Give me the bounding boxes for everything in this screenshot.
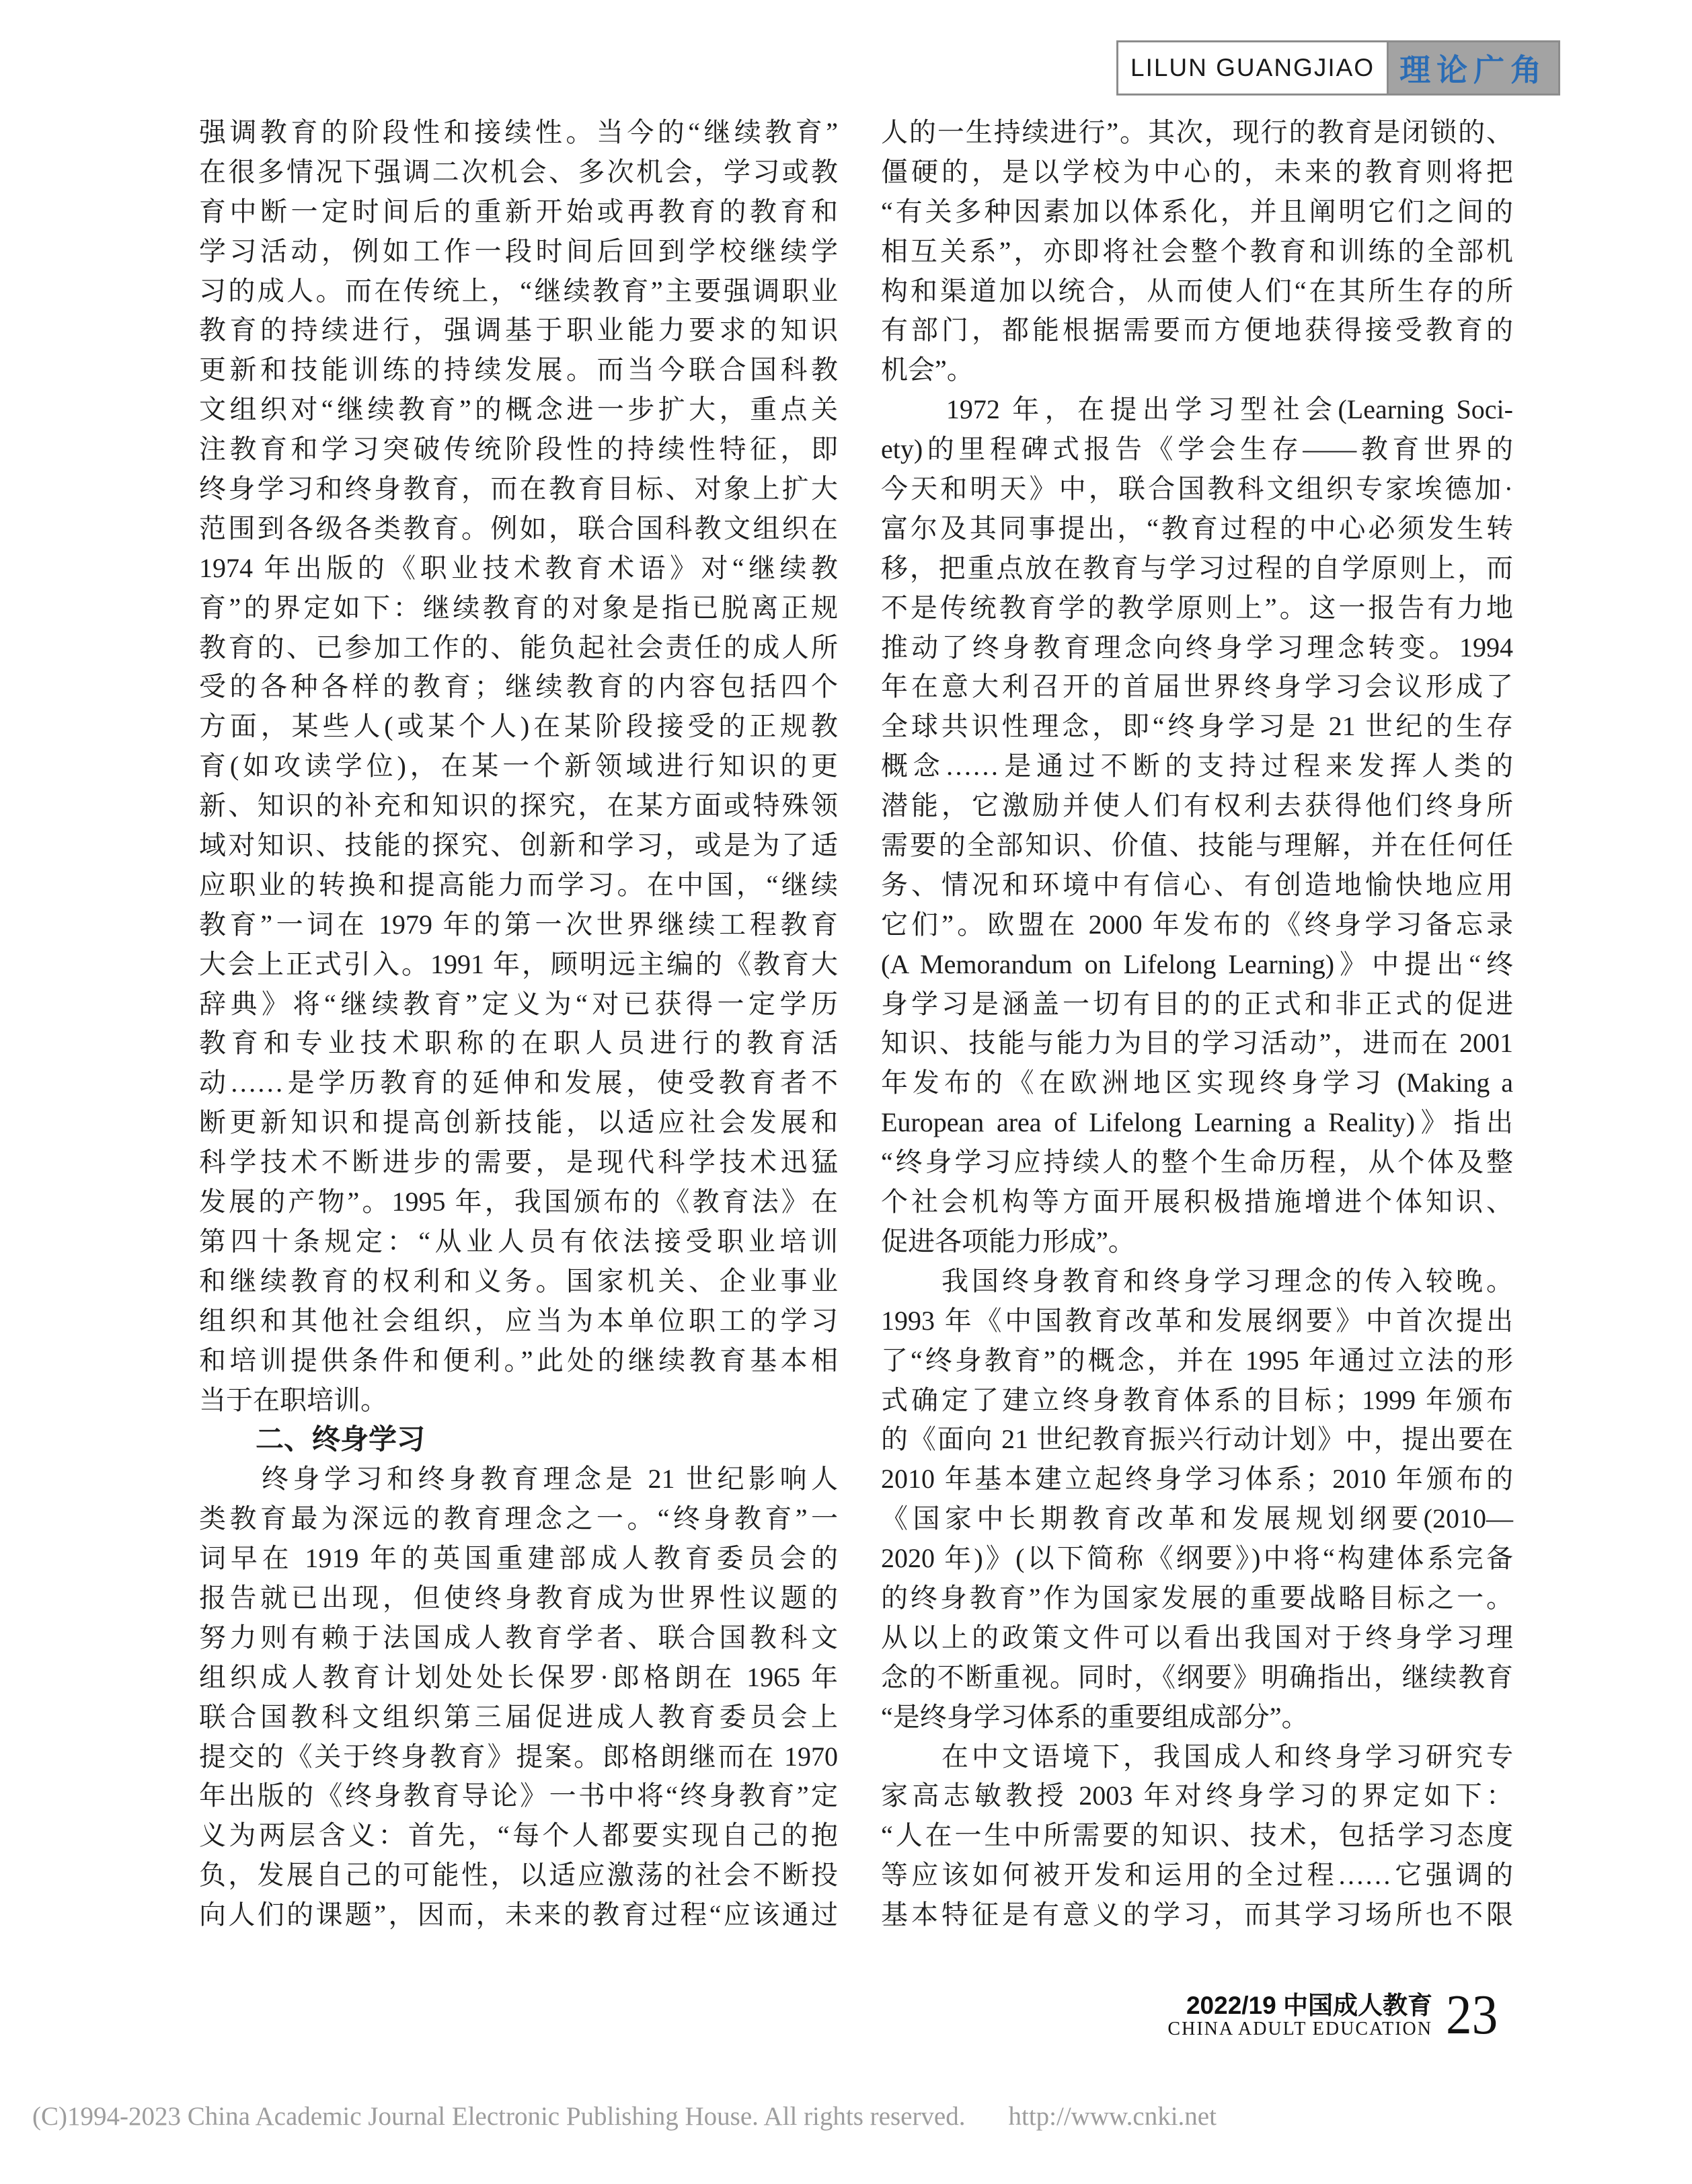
text-line: 年在意大利召开的首届世界终身学习会议形成了 xyxy=(881,671,1513,702)
text-line: 我国终身教育和终身学习理念的传入较晚。 xyxy=(881,1265,1513,1296)
text-line: 二、终身学习 xyxy=(199,1423,426,1456)
text-line: 2010 年基本建立起终身学习体系；2010 年颁布的 xyxy=(881,1464,1513,1495)
journal-name-english: CHINA ADULT EDUCATION xyxy=(1167,2018,1432,2039)
journal-section-badge xyxy=(1116,40,1560,96)
text-line: “是终身学习体系的重要组成部分”。 xyxy=(881,1701,1309,1732)
text-line: 提交的《关于终身教育》提案。郎格朗继而在 1970 xyxy=(199,1741,838,1772)
text-line: 从以上的政策文件可以看出我国对于终身学习理 xyxy=(881,1622,1513,1653)
text-line: 育”的界定如下：继续教育的对象是指已脱离正规 xyxy=(199,592,838,623)
text-line: 相互关系”，亦即将社会整个教育和训练的全部机 xyxy=(881,235,1513,266)
text-line: 和继续教育的权利和义务。国家机关、企业事业 xyxy=(199,1265,838,1296)
text-line: 1993 年《中国教育改革和发展纲要》中首次提出 xyxy=(881,1305,1513,1336)
copyright-url: http://www.cnki.net xyxy=(1008,2102,1217,2131)
text-line: 范围到各级各类教育。例如，联合国科教文组织在 xyxy=(199,513,838,543)
text-line: 在很多情况下强调二次机会、多次机会，学习或教 xyxy=(199,156,838,187)
journal-section-chinese-label: 理论广角 xyxy=(1389,42,1558,93)
text-line: 受的各种各样的教育；继续教育的内容包括四个 xyxy=(199,671,838,702)
text-line: 基本特征是有意义的学习，而其学习场所也不限 xyxy=(881,1899,1513,1930)
text-line: “有关多种因素加以体系化，并且阐明它们之间的 xyxy=(881,196,1513,227)
text-line: 更新和技能训练的持续发展。而当今联合国科教 xyxy=(199,354,838,385)
text-line: 知识、技能与能力为目的学习活动”，进而在 2001 xyxy=(881,1028,1513,1059)
text-line: 教育和专业技术职称的在职人员进行的教育活 xyxy=(199,1028,838,1059)
text-line: 等应该如何被开发和运用的全过程……它强调的 xyxy=(881,1860,1513,1891)
page-footer xyxy=(0,1984,1502,2046)
right-column xyxy=(881,113,1513,1935)
text-line: 家高志敏教授 2003 年对终身学习的界定如下： xyxy=(881,1780,1513,1811)
text-line: 大会上正式引入。1991 年，顾明远主编的《教育大 xyxy=(199,948,838,979)
text-line: 联合国教科文组织第三届促进成人教育委员会上 xyxy=(199,1701,838,1732)
text-line: 身学习是涵盖一切有目的的正式和非正式的促进 xyxy=(881,988,1513,1019)
text-line: 今天和明天》中，联合国教科文组织专家埃德加· xyxy=(881,474,1513,504)
text-line: 僵硬的，是以学校为中心的，未来的教育则将把 xyxy=(881,156,1513,187)
text-line: 强调教育的阶段性和接续性。当今的“继续教育” xyxy=(199,117,838,147)
text-line: 组织和其他社会组织，应当为本单位职工的学习 xyxy=(199,1305,838,1336)
text-line: 的《面向 21 世纪教育振兴行动计划》中，提出要在 xyxy=(881,1424,1513,1455)
text-line: 第四十条规定：“从业人员有依法接受职业培训 xyxy=(199,1226,838,1256)
text-line: “终身学习应持续人的整个生命历程，从个体及整 xyxy=(881,1147,1513,1178)
text-line: 当于在职培训。 xyxy=(199,1384,387,1415)
text-line: 个社会机构等方面开展积极措施增进个体知识、 xyxy=(881,1187,1513,1217)
text-line: 断更新知识和提高创新技能，以适应社会发展和 xyxy=(199,1107,838,1138)
text-line: 教育的持续进行，强调基于职业能力要求的知识 xyxy=(199,315,838,346)
text-line: 需要的全部知识、价值、技能与理解，并在任何任 xyxy=(881,830,1513,861)
text-line: 式确定了建立终身教育体系的目标；1999 年颁布 xyxy=(881,1384,1513,1415)
text-line: 在中文语境下，我国成人和终身学习研究专 xyxy=(881,1741,1513,1772)
text-line: 教育的、已参加工作的、能负起社会责任的成人所 xyxy=(199,632,838,663)
text-line: (A Memorandum on Lifelong Learning)》中提出“终 xyxy=(881,948,1513,979)
text-line: 科学技术不断进步的需要，是现代科学技术迅猛 xyxy=(199,1147,838,1178)
text-line: 不是传统教育学的教学原则上”。这一报告有力地 xyxy=(881,592,1513,623)
text-line: “人在一生中所需要的知识、技术，包括学习态度 xyxy=(881,1820,1513,1851)
text-line: 注教育和学习突破传统阶段性的持续性特征，即 xyxy=(199,434,838,465)
text-line: 它们”。欧盟在 2000 年发布的《终身学习备忘录 xyxy=(881,909,1513,940)
text-line: 辞典》将“继续教育”定义为“对已获得一定学历 xyxy=(199,988,838,1019)
text-line: 富尔及其同事提出，“教育过程的中心必须发生转 xyxy=(881,513,1513,543)
text-line: 方面，某些人(或某个人)在某阶段接受的正规教 xyxy=(199,711,838,742)
text-line: 新、知识的补充和知识的探究，在某方面或特殊领 xyxy=(199,790,838,821)
left-column xyxy=(199,113,838,1935)
text-line: 组织成人教育计划处处长保罗·郎格朗在 1965 年 xyxy=(199,1661,838,1692)
text-line: 学习活动，例如工作一段时间后回到学校继续学 xyxy=(199,235,838,266)
text-line: 概念……是通过不断的支持过程来发挥人类的 xyxy=(881,751,1513,782)
text-line: 构和渠道加以统合，从而使人们“在其所生存的所 xyxy=(881,275,1513,306)
text-line: ety)的里程碑式报告《学会生存——教育世界的 xyxy=(881,434,1513,465)
text-line: 负，发展自己的可能性，以适应激荡的社会不断投 xyxy=(199,1860,838,1891)
text-line: 终身学习和终身教育理念是 21 世纪影响人 xyxy=(199,1464,838,1495)
copyright-strip xyxy=(32,2101,1679,2132)
text-line: 发展的产物”。1995 年，我国颁布的《教育法》在 xyxy=(199,1187,838,1217)
text-line: 2020 年)》(以下简称《纲要》)中将“构建体系完备 xyxy=(881,1543,1513,1574)
text-line: 人的一生持续进行”。其次，现行的教育是闭锁的、 xyxy=(881,117,1513,147)
text-line: 育(如攻读学位)，在某一个新领域进行知识的更 xyxy=(199,751,838,782)
journal-info xyxy=(1167,1992,1432,2039)
text-line: 《国家中长期教育改革和发展规划纲要(2010— xyxy=(881,1503,1513,1534)
text-line: 的终身教育”作为国家发展的重要战略目标之一。 xyxy=(881,1582,1513,1613)
text-line: 潜能，它激励并使人们有权利去获得他们终身所 xyxy=(881,790,1513,821)
text-line: 和培训提供条件和便利。”此处的继续教育基本相 xyxy=(199,1345,838,1376)
text-line: 1974 年出版的《职业技术教育术语》对“继续教 xyxy=(199,552,838,583)
journal-issue-title: 2022/19 中国成人教育 xyxy=(1186,1992,1432,2020)
text-line: 了“终身教育”的概念，并在 1995 年通过立法的形 xyxy=(881,1345,1513,1376)
text-line: 努力则有赖于法国成人教育学者、联合国教科文 xyxy=(199,1622,838,1653)
text-line: 有部门，都能根据需要而方便地获得接受教育的 xyxy=(881,315,1513,346)
page-number: 23 xyxy=(1446,1984,1498,2046)
text-line: 全球共识性理念，即“终身学习是 21 世纪的生存 xyxy=(881,711,1513,742)
text-line: 年发布的《在欧洲地区实现终身学习 (Making a xyxy=(881,1067,1513,1098)
text-line: 务、情况和环境中有信心、有创造地愉快地应用 xyxy=(881,869,1513,900)
text-line: 1972 年，在提出学习型社会(Learning Soci- xyxy=(881,394,1513,425)
text-line: 习的成人。而在传统上，“继续教育”主要强调职业 xyxy=(199,275,838,306)
text-line: 年出版的《终身教育导论》一书中将“终身教育”定 xyxy=(199,1780,838,1811)
journal-section-latin-label: LILUN GUANGJIAO xyxy=(1118,42,1389,93)
text-line: 义为两层含义：首先，“每个人都要实现自己的抱 xyxy=(199,1820,838,1851)
text-line: 向人们的课题”，因而，未来的教育过程“应该通过 xyxy=(199,1899,838,1930)
text-line: 机会”。 xyxy=(881,354,974,385)
text-line: 育中断一定时间后的重新开始或再教育的教育和 xyxy=(199,196,838,227)
text-line: 移，把重点放在教育与学习过程的自学原则上，而 xyxy=(881,552,1513,583)
text-line: 词早在 1919 年的英国重建部成人教育委员会的 xyxy=(199,1543,838,1574)
text-line: 教育”一词在 1979 年的第一次世界继续工程教育 xyxy=(199,909,838,940)
text-line: 类教育最为深远的教育理念之一。“终身教育”一 xyxy=(199,1503,838,1534)
text-line: 促进各项能力形成”。 xyxy=(881,1226,1135,1256)
copyright-notice: (C)1994-2023 China Academic Journal Electronic Publishing House. All rights reserved. xyxy=(32,2102,966,2131)
text-line: 报告就已出现，但使终身教育成为世界性议题的 xyxy=(199,1582,838,1613)
text-line: 念的不断重视。同时，《纲要》明确指出，继续教育 xyxy=(881,1661,1513,1692)
text-line: 文组织对“继续教育”的概念进一步扩大，重点关 xyxy=(199,394,838,425)
text-line: 推动了终身教育理念向终身学习理念转变。1994 xyxy=(881,632,1513,663)
text-line: European area of Lifelong Learning a Reality)》指出 xyxy=(881,1107,1513,1138)
text-line: 终身学习和终身教育，而在教育目标、对象上扩大 xyxy=(199,474,838,504)
text-line: 动……是学历教育的延伸和发展，使受教育者不 xyxy=(199,1067,838,1098)
text-line: 应职业的转换和提高能力而学习。在中国，“继续 xyxy=(199,869,838,900)
text-line: 域对知识、技能的探究、创新和学习，或是为了适 xyxy=(199,830,838,861)
